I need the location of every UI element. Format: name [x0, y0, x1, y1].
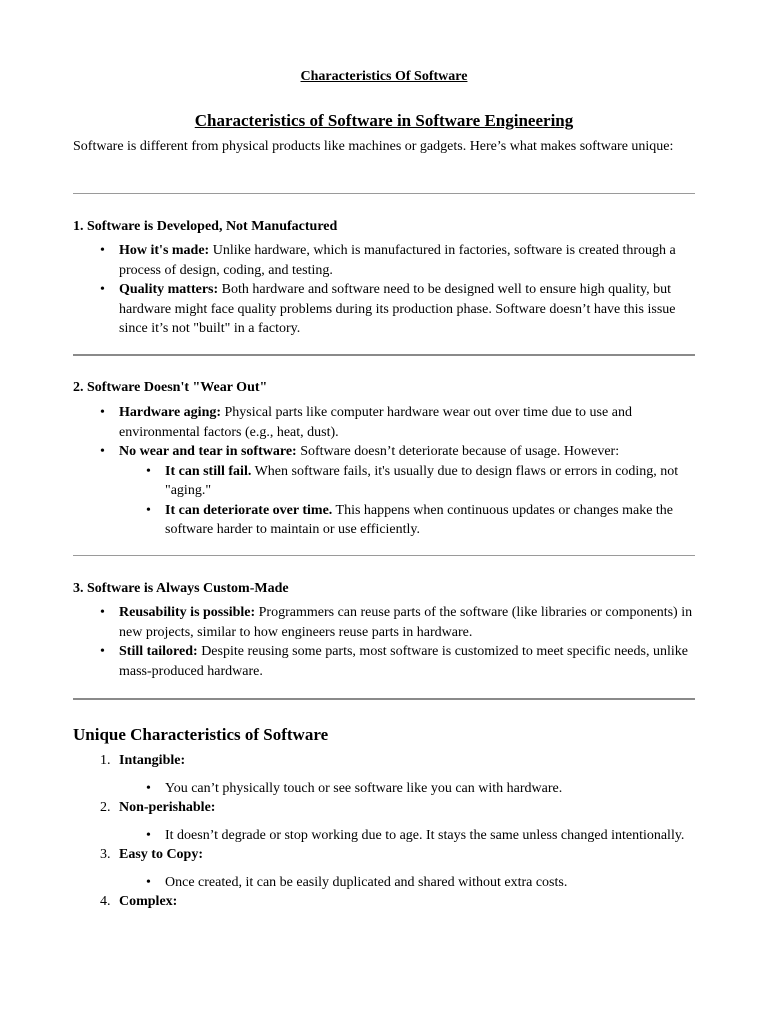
document-title: Characteristics Of Software	[300, 69, 468, 84]
item-number: 1.	[100, 753, 111, 768]
item-text: Physical parts like computer hardware wear out over time due to use and environmental factors (e.g., heat, dust).	[119, 405, 632, 440]
item-lead: Hardware aging:	[119, 405, 222, 420]
item-lead: Quality matters:	[119, 282, 219, 297]
item-lead: Still tailored:	[119, 644, 198, 659]
item-title: Non-perishable:	[119, 800, 216, 815]
item-lead: It can deteriorate over time.	[165, 502, 333, 518]
item-lead: It can still fail.	[165, 463, 252, 479]
sub-list-item: • You can’t physically touch or see software like you can with hardware.	[119, 779, 695, 799]
list-item	[73, 403, 695, 442]
sub-list	[119, 779, 695, 799]
item-title: Intangible:	[119, 753, 186, 768]
item-text: Despite reusing some parts, most software is customized to meet specific needs, unlike mass-produced hardware.	[119, 644, 688, 679]
item-number: 2.	[100, 800, 111, 815]
section-heading-1: 1. Software is Developed, Not Manufactured	[73, 219, 338, 234]
item-number: 4.	[100, 894, 111, 909]
section-heading-2: 2. Software Doesn't "Wear Out"	[73, 380, 268, 395]
sub-list-item: • Once created, it can be easily duplicated and shared without extra costs.	[119, 873, 695, 893]
list-item	[73, 642, 695, 681]
section-2-list	[73, 403, 695, 540]
numbered-item	[73, 798, 695, 845]
item-text: Both hardware and software need to be designed well to ensure high quality, but hardware might face quality problems during its production phase. Software doesn’t have this issue since it’s not "built" in a factory.	[119, 282, 676, 336]
item-lead: No wear and tear in software:	[119, 444, 297, 459]
divider	[73, 354, 695, 356]
sub-list	[119, 873, 695, 893]
intro-paragraph: Software is different from physical products like machines or gadgets. Here’s what makes software unique:	[73, 139, 674, 154]
item-title: Easy to Copy:	[119, 847, 204, 862]
section-1-list	[73, 241, 695, 339]
list-item	[73, 603, 695, 642]
sub-list	[119, 826, 695, 846]
list-item	[73, 280, 695, 339]
numbered-item	[73, 892, 695, 912]
sub-list-item	[119, 462, 695, 501]
unique-list	[73, 751, 695, 912]
item-text: Programmers can reuse parts of the software (like libraries or components) in new projects, similar to how engineers reuse parts in hardware.	[119, 605, 693, 640]
item-text: Unlike hardware, which is manufactured in factories, software is created through a process of design, coding, and testing.	[119, 243, 676, 278]
main-heading: Characteristics of Software in Software Engineering	[194, 111, 574, 130]
item-number: 3.	[100, 847, 111, 862]
item-lead: Reusability is possible:	[119, 605, 256, 620]
unique-heading: Unique Characteristics of Software	[73, 725, 329, 744]
item-text: This happens when continuous updates or changes make the software harder to maintain or use efficiently.	[165, 502, 674, 537]
numbered-item	[73, 845, 695, 892]
item-lead: How it's made:	[119, 243, 210, 258]
list-item	[73, 442, 695, 540]
section-heading-3: 3. Software is Always Custom-Made	[73, 581, 289, 596]
divider	[73, 698, 695, 700]
divider	[73, 193, 695, 194]
item-text: Software doesn’t deteriorate because of usage. However:	[296, 444, 620, 459]
sub-list-item	[119, 501, 695, 540]
item-text: When software fails, it's usually due to design flaws or errors in coding, not "aging."	[165, 463, 679, 498]
sub-list-item: • It doesn’t degrade or stop working due to age. It stays the same unless changed intentionally.	[119, 826, 695, 846]
numbered-item	[73, 751, 695, 798]
divider	[73, 555, 695, 556]
item-title: Complex:	[119, 894, 178, 909]
sub-list	[119, 462, 695, 540]
list-item	[73, 241, 695, 280]
section-3-list	[73, 603, 695, 681]
